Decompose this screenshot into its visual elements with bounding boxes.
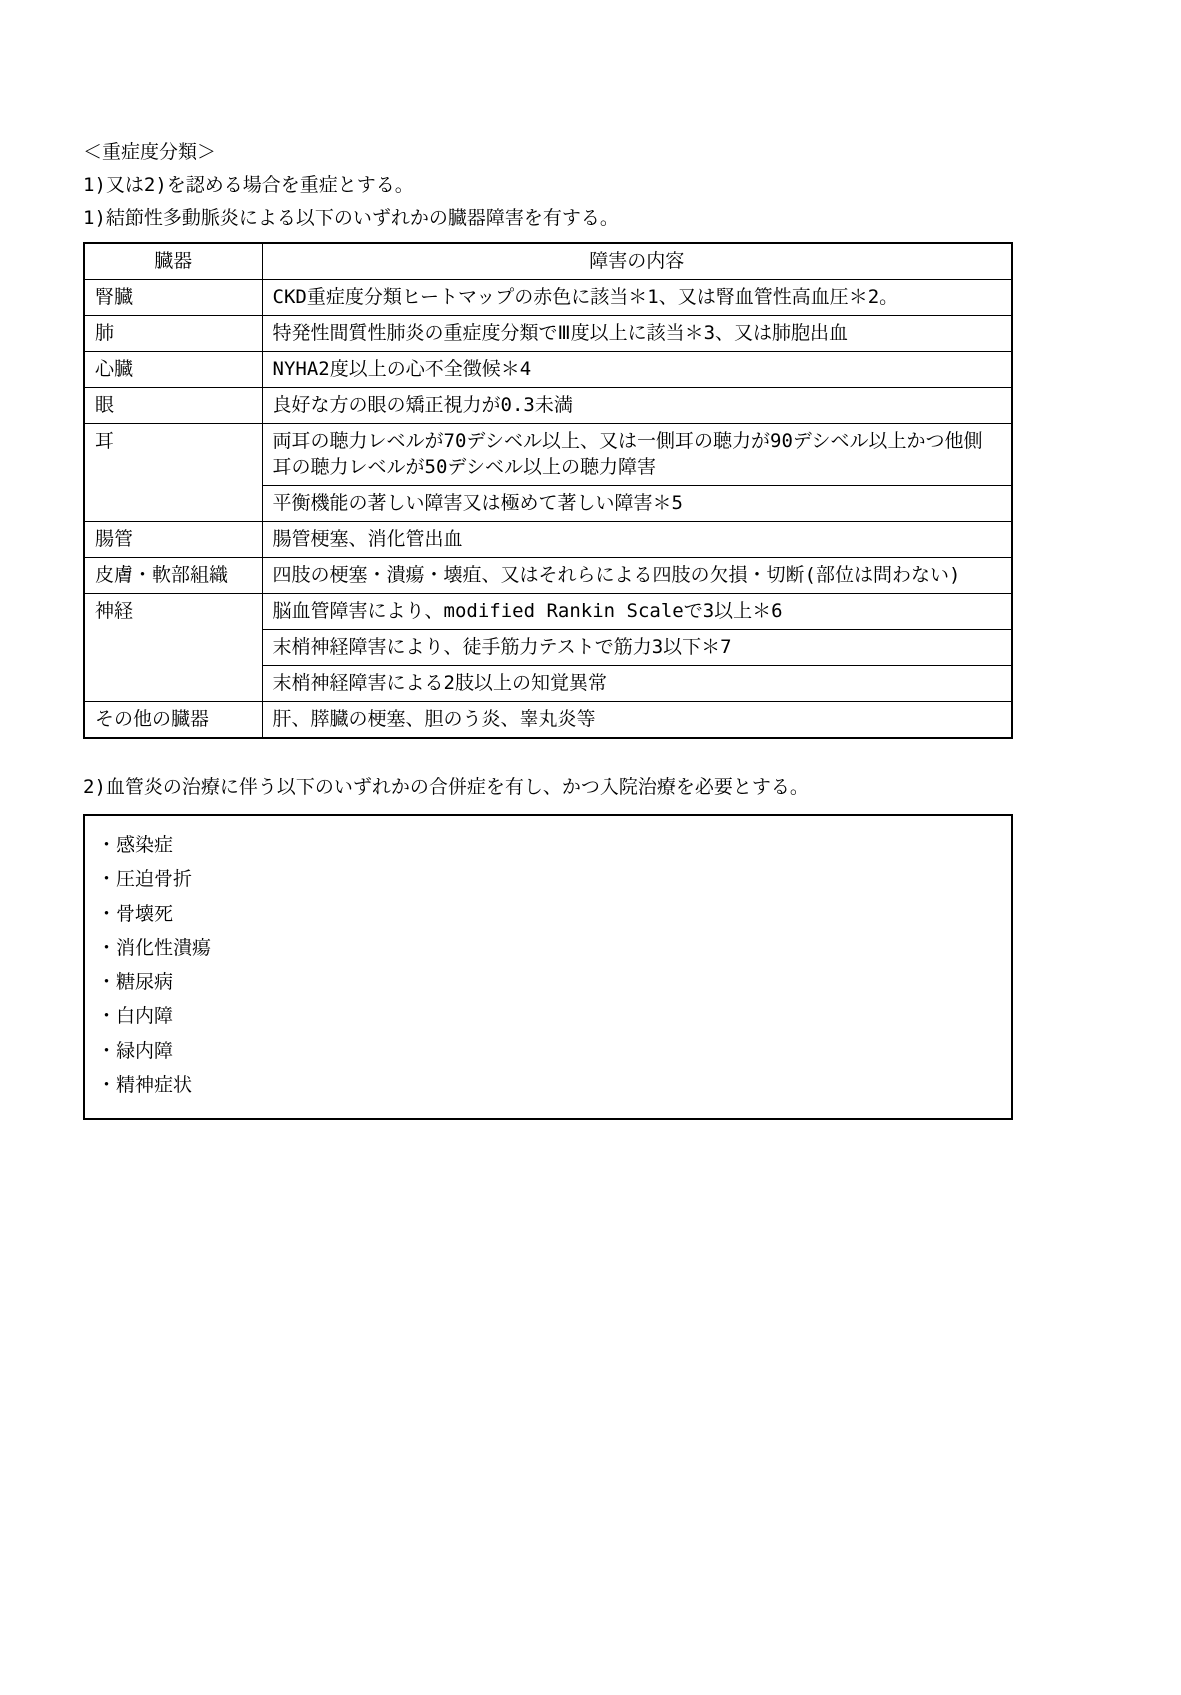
detail-cell: 四肢の梗塞・潰瘍・壊疽、又はそれらによる四肢の欠損・切断(部位は問わない) — [262, 558, 1012, 594]
table-row — [84, 280, 1012, 316]
organ-cell: 神経 — [84, 594, 262, 702]
table-row — [84, 594, 1012, 630]
section2-heading: 2)血管炎の治療に伴う以下のいずれかの合併症を有し、かつ入院治療を必要とする。 — [83, 776, 809, 798]
detail-cell: CKD重症度分類ヒートマップの赤色に該当＊1、又は腎血管性高血圧＊2。 — [262, 280, 1012, 316]
list-item: ・骨壊死 — [97, 902, 174, 925]
organ-table-body — [84, 280, 1012, 739]
organ-cell: 腎臓 — [84, 280, 262, 316]
page-title: ＜重症度分類＞ — [83, 141, 217, 163]
table-row — [84, 702, 1012, 739]
list-item: ・圧迫骨折 — [97, 868, 193, 891]
organ-cell: その他の臓器 — [84, 702, 262, 739]
detail-cell: 脳血管障害により、modified Rankin Scaleで3以上＊6 — [262, 594, 1012, 630]
detail-cell: 末梢神経障害により、徒手筋力テストで筋力3以下＊7 — [262, 630, 1012, 666]
intro-line-1: 1)又は2)を認める場合を重症とする。 — [83, 174, 414, 196]
list-item: ・糖尿病 — [97, 971, 174, 994]
organ-cell: 耳 — [84, 424, 262, 522]
organ-cell: 腸管 — [84, 522, 262, 558]
detail-cell: 特発性間質性肺炎の重症度分類でⅢ度以上に該当＊3、又は肺胞出血 — [262, 316, 1012, 352]
organ-damage-table — [83, 242, 1013, 739]
complication-box — [83, 814, 1013, 1120]
organ-cell: 肺 — [84, 316, 262, 352]
table-row — [84, 388, 1012, 424]
table-row — [84, 352, 1012, 388]
detail-cell: 肝、膵臓の梗塞、胆のう炎、睾丸炎等 — [262, 702, 1012, 739]
detail-cell: 腸管梗塞、消化管出血 — [262, 522, 1012, 558]
organ-cell: 心臓 — [84, 352, 262, 388]
organ-cell: 皮膚・軟部組織 — [84, 558, 262, 594]
organ-cell: 眼 — [84, 388, 262, 424]
detail-cell: 平衡機能の著しい障害又は極めて著しい障害＊5 — [262, 486, 1012, 522]
list-item: ・消化性潰瘍 — [97, 936, 212, 959]
detail-cell: 良好な方の眼の矯正視力が0.3未満 — [262, 388, 1012, 424]
detail-cell: 両耳の聴力レベルが70デシベル以上、又は一側耳の聴力が90デシベル以上かつ他側耳の聴力レベルが50デシベル以上の聴力障害 — [262, 424, 1012, 486]
table-row — [84, 522, 1012, 558]
detail-cell: NYHA2度以上の心不全徴候＊4 — [262, 352, 1012, 388]
intro-line-2: 1)結節性多動脈炎による以下のいずれかの臓器障害を有する。 — [83, 207, 619, 229]
list-item: ・白内障 — [97, 1005, 174, 1028]
list-item: ・緑内障 — [97, 1039, 174, 1062]
table-header-row — [84, 243, 1012, 280]
table-header-organ: 臓器 — [84, 243, 262, 280]
detail-cell: 末梢神経障害による2肢以上の知覚異常 — [262, 666, 1012, 702]
table-row — [84, 316, 1012, 352]
table-header-content: 障害の内容 — [262, 243, 1012, 280]
list-item: ・感染症 — [97, 834, 174, 856]
table-row — [84, 424, 1012, 486]
list-item: ・精神症状 — [97, 1074, 193, 1097]
table-row — [84, 558, 1012, 594]
